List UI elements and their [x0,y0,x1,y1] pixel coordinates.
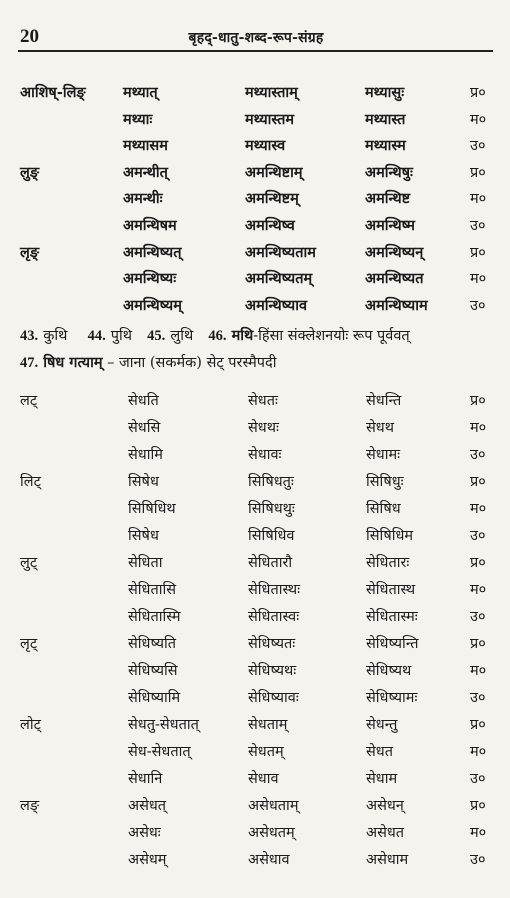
singular-form: सिषिधिथ [128,501,176,517]
singular-form: सेधामि [128,447,163,463]
plural-form: मथ्यासुः [365,84,405,101]
person-label: उ० [470,852,486,868]
plural-form: सिषिधुः [366,474,404,490]
entry-number-43: 43. [20,328,39,344]
person-label: म० [470,663,487,679]
person-label: उ० [470,218,486,234]
plural-form: सेधाम [366,771,398,787]
table-row [0,795,510,821]
dual-form: सेधितास्थः [248,582,301,598]
singular-form: सिषेध [128,528,159,544]
plural-form: सिषिधिम [366,528,414,544]
singular-form: अमन्थीः [123,190,163,208]
singular-form: सेधिता [128,555,163,571]
singular-form: असेधम् [128,852,167,868]
singular-form: अमन्थिषम [123,217,177,234]
singular-form: सेधति [128,393,159,409]
singular-form: अमन्थिष्यः [123,270,177,288]
page-number: 20 [20,26,39,47]
root-kuthi: कुथि [43,328,68,344]
table-row [0,822,510,848]
dual-form: अमन्थिष्यताम [245,243,316,261]
dual-form: सेधितारौ [248,555,293,571]
person-label: म० [470,744,487,760]
person-label: प्र० [470,244,486,261]
entry-number-44: 44. [87,328,106,344]
entry-number-45: 45. [147,328,166,344]
plural-form: असेधत [366,825,405,841]
table-row [0,109,510,135]
tense-label: आशिष्-लिङ् [20,84,86,101]
person-label: म० [470,825,487,841]
singular-form: सिषेध [128,474,159,490]
person-label: प्र० [470,636,486,652]
plural-form: सेधिष्यथ [366,663,412,679]
plural-form: अमन्थिष्म [365,217,415,234]
plural-form: असेधाम [366,852,409,868]
person-label: उ० [470,297,486,314]
page-header [20,26,492,50]
dual-form: अमन्थिष्यतम् [245,270,313,288]
dual-form: असेधताम् [248,798,299,814]
root-shidha: षिध गत्याम् [43,354,103,371]
table-row [0,660,510,686]
section-line-2 [20,352,492,372]
tense-label: लुट् [20,555,38,571]
plural-form: अमन्थिष्यन् [365,243,424,261]
table-row [0,188,510,214]
singular-form: सेधानि [128,771,163,787]
dual-form: सेधतम् [248,744,284,760]
person-label: म० [470,191,487,208]
person-label: प्र० [470,798,486,814]
person-label: प्र० [470,393,486,409]
table-row [0,162,510,188]
table-row [0,741,510,767]
singular-form: सेधतु-सेधतात् [128,717,199,733]
table-row [0,849,510,875]
table-row [0,135,510,161]
dual-form: सेधथः [248,420,279,436]
tense-label: लिट् [20,474,41,490]
table-row [0,633,510,659]
tense-label: लृट् [20,636,38,652]
running-title: बृहद्-धातु-शब्द-रूप-संग्रह [188,30,324,46]
dual-form: अमन्थिष्टाम् [245,163,303,181]
root-description: – जाना (सकर्मक) सेट् परस्मैपदी [102,355,277,371]
singular-form: सेधितासि [128,582,177,598]
plural-form: अमन्थिष्ट [365,190,411,208]
plural-form: अमन्थिष्याम [365,296,428,314]
table-row [0,606,510,632]
table-row [0,417,510,443]
plural-form: सेधितारः [366,555,410,571]
table-row [0,268,510,294]
singular-form: सेधिष्यसि [128,663,178,679]
root-luthi: लुथि [170,328,194,344]
dual-form: सेधतः [248,393,278,409]
person-label: म० [470,271,487,288]
table-row [0,498,510,524]
person-label: प्र० [470,164,486,181]
entry-number-47: 47. [20,355,39,371]
singular-form: मथ्याः [123,110,153,128]
singular-form: असेधत् [128,798,167,814]
dual-form: सेधावः [248,447,282,463]
singular-form: सेधिष्यामि [128,690,181,706]
table-row [0,714,510,740]
entry-number-46: 46. [208,328,227,344]
plural-form: सेधत [366,744,393,760]
table-row [0,525,510,551]
tense-label: लृङ् [20,243,40,261]
plural-form: असेधन् [366,798,404,814]
dual-form: सेधाव [248,771,279,787]
person-label: उ० [470,771,486,787]
singular-form: सेध-सेधतात् [128,744,191,760]
person-label: उ० [470,138,486,155]
plural-form: मथ्यास्त [365,110,406,128]
dual-form: सेधितास्वः [248,609,300,625]
plural-form: सेधिष्यन्ति [366,636,419,652]
person-label: प्र० [470,555,486,571]
singular-form: असेधः [128,825,161,841]
singular-form: अमन्थिष्यत् [123,243,182,261]
table-row [0,82,510,108]
dual-form: अमन्थिष्याव [245,296,308,314]
person-label: उ० [470,447,486,463]
dual-form: मथ्यास्ताम् [245,84,298,101]
dual-form: सेधिष्यतः [248,636,296,652]
table-row [0,579,510,605]
person-label: उ० [470,609,486,625]
table-row [0,552,510,578]
dual-form: असेधतम् [248,825,295,841]
dual-form: सेधताम् [248,717,288,733]
table-row [0,444,510,470]
person-label: म० [470,420,487,436]
plural-form: सेधामः [366,447,401,463]
person-label: म० [470,501,487,517]
person-label: प्र० [470,85,486,101]
singular-form: मथ्यात् [123,84,158,101]
plural-form: अमन्थिष्यत [365,270,424,288]
person-label: म० [470,582,487,598]
tense-label: लट् [20,393,38,409]
dual-form: सिषिधतुः [248,474,294,490]
plural-form: सेधन्तु [366,717,398,733]
tense-label: लोट् [20,717,41,733]
table-row [0,215,510,241]
dual-form: सेधिष्यावः [248,690,299,706]
table-row [0,471,510,497]
singular-form: अमन्थीत् [123,163,168,181]
plural-form: सिषिध [366,501,401,517]
singular-form: मथ्यासम [123,137,168,155]
plural-form: मथ्यास्म [365,137,406,155]
header-rule [18,50,493,52]
dual-form: अमन्थिष्टम् [245,190,299,208]
tense-label: लुङ् [20,163,40,181]
dual-form: सिषिधिव [248,528,295,544]
dual-form: सेधिष्यथः [248,663,297,679]
person-label: उ० [470,690,486,706]
section-line-1 [20,325,492,345]
tense-label: लङ् [20,798,40,814]
dual-form: असेधाव [248,852,290,868]
dual-form: सिषिधथुः [248,501,295,517]
singular-form: अमन्थिष्यम् [123,296,182,314]
table-row [0,390,510,416]
plural-form: अमन्थिषुः [365,163,413,181]
dual-form: मथ्यास्तम [245,110,295,128]
root-meaning: -हिंसा संक्लेशनयोः रूप पूर्ववत् [253,328,410,344]
dual-form: मथ्यास्व [245,137,286,155]
person-label: प्र० [470,717,486,733]
singular-form: सेधिष्यति [128,636,177,652]
person-label: प्र० [470,474,486,490]
plural-form: सेधितास्थ [366,582,416,598]
dual-form: अमन्थिष्व [245,217,295,234]
singular-form: सेधसि [128,420,161,436]
plural-form: सेधन्ति [366,393,402,409]
root-puthi: पुथि [110,328,133,344]
table-row [0,295,510,321]
table-row [0,242,510,268]
plural-form: सेधिष्यामः [366,690,418,706]
root-mathi: मथि [231,327,254,344]
table-row [0,768,510,794]
person-label: उ० [470,528,486,544]
singular-form: सेधितास्मि [128,609,181,625]
person-label: म० [470,111,487,128]
plural-form: सेधथ [366,420,394,436]
plural-form: सेधितास्मः [366,609,418,625]
table-row [0,687,510,713]
